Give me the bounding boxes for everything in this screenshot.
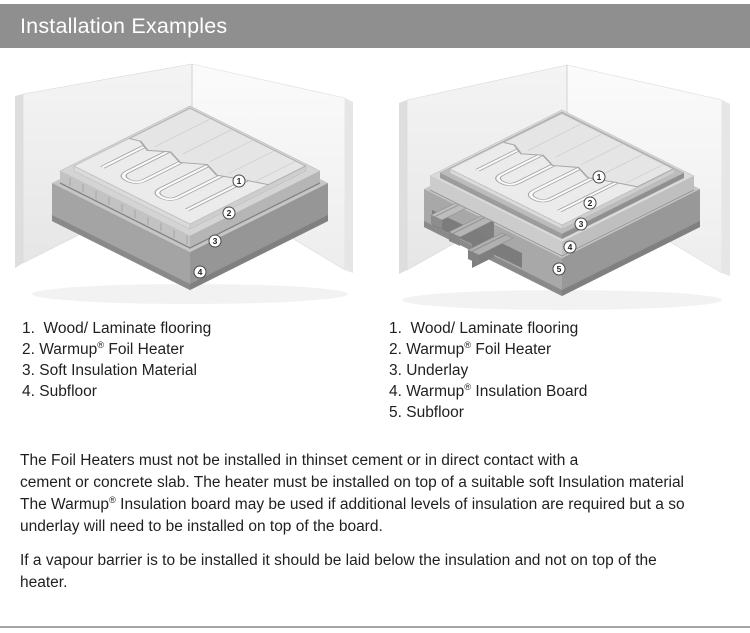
- paragraph-vapour-barrier: If a vapour barrier is to be installed it should be laid below the insulation and not on top of the heater.: [20, 552, 657, 591]
- legend-left-item-3: 3. Soft Insulation Material: [22, 362, 197, 379]
- page-title: Installation Examples: [20, 14, 228, 38]
- marker-2: [223, 207, 235, 219]
- svg-text:1: 1: [236, 176, 242, 187]
- marker-5: [553, 263, 565, 275]
- legend-right-item-1: 1. Wood/ Laminate flooring: [389, 320, 579, 337]
- legend-right-item-4: 4. Warmup® Insulation Board: [389, 381, 588, 400]
- installation-diagram-right: [372, 58, 750, 320]
- marker-3: [575, 218, 587, 230]
- header-bar: [0, 4, 750, 48]
- legend-left-item-1: 1. Wood/ Laminate flooring: [22, 320, 212, 337]
- svg-text:4: 4: [197, 267, 203, 278]
- svg-text:2: 2: [226, 208, 232, 219]
- legend-left-item-2: 2. Warmup® Foil Heater: [22, 339, 185, 358]
- legend-left-item-4: 4. Subfloor: [22, 383, 97, 400]
- legend-right-item-5: 5. Subfloor: [389, 404, 464, 421]
- legend-right-item-3: 3. Underlay: [389, 362, 469, 379]
- legend-right: [389, 318, 587, 423]
- marker-1: [233, 175, 245, 187]
- legend-right-item-2: 2. Warmup® Foil Heater: [389, 339, 552, 358]
- svg-text:1: 1: [596, 172, 602, 183]
- marker-3: [209, 235, 221, 247]
- bottom-rule: [0, 626, 750, 628]
- paragraph-installation-rules: The Foil Heaters must not be installed in thinset cement or in direct contact with a cement or concrete slab. The heater must be installed on top of a suitable soft Insulation material The Warmup® Insulation board may be used if additional levels of insulation are required but a so underlay will need to be installed on top of the board.: [20, 452, 685, 535]
- svg-text:2: 2: [587, 198, 593, 209]
- marker-4: [564, 241, 576, 253]
- svg-text:3: 3: [578, 219, 584, 230]
- installation-diagram-left: [5, 58, 370, 320]
- svg-text:5: 5: [556, 264, 562, 275]
- svg-text:3: 3: [212, 236, 218, 247]
- marker-4: [194, 266, 206, 278]
- marker-1: [593, 171, 605, 183]
- svg-text:4: 4: [567, 242, 573, 253]
- marker-2: [584, 197, 596, 209]
- legend-left: [22, 318, 211, 402]
